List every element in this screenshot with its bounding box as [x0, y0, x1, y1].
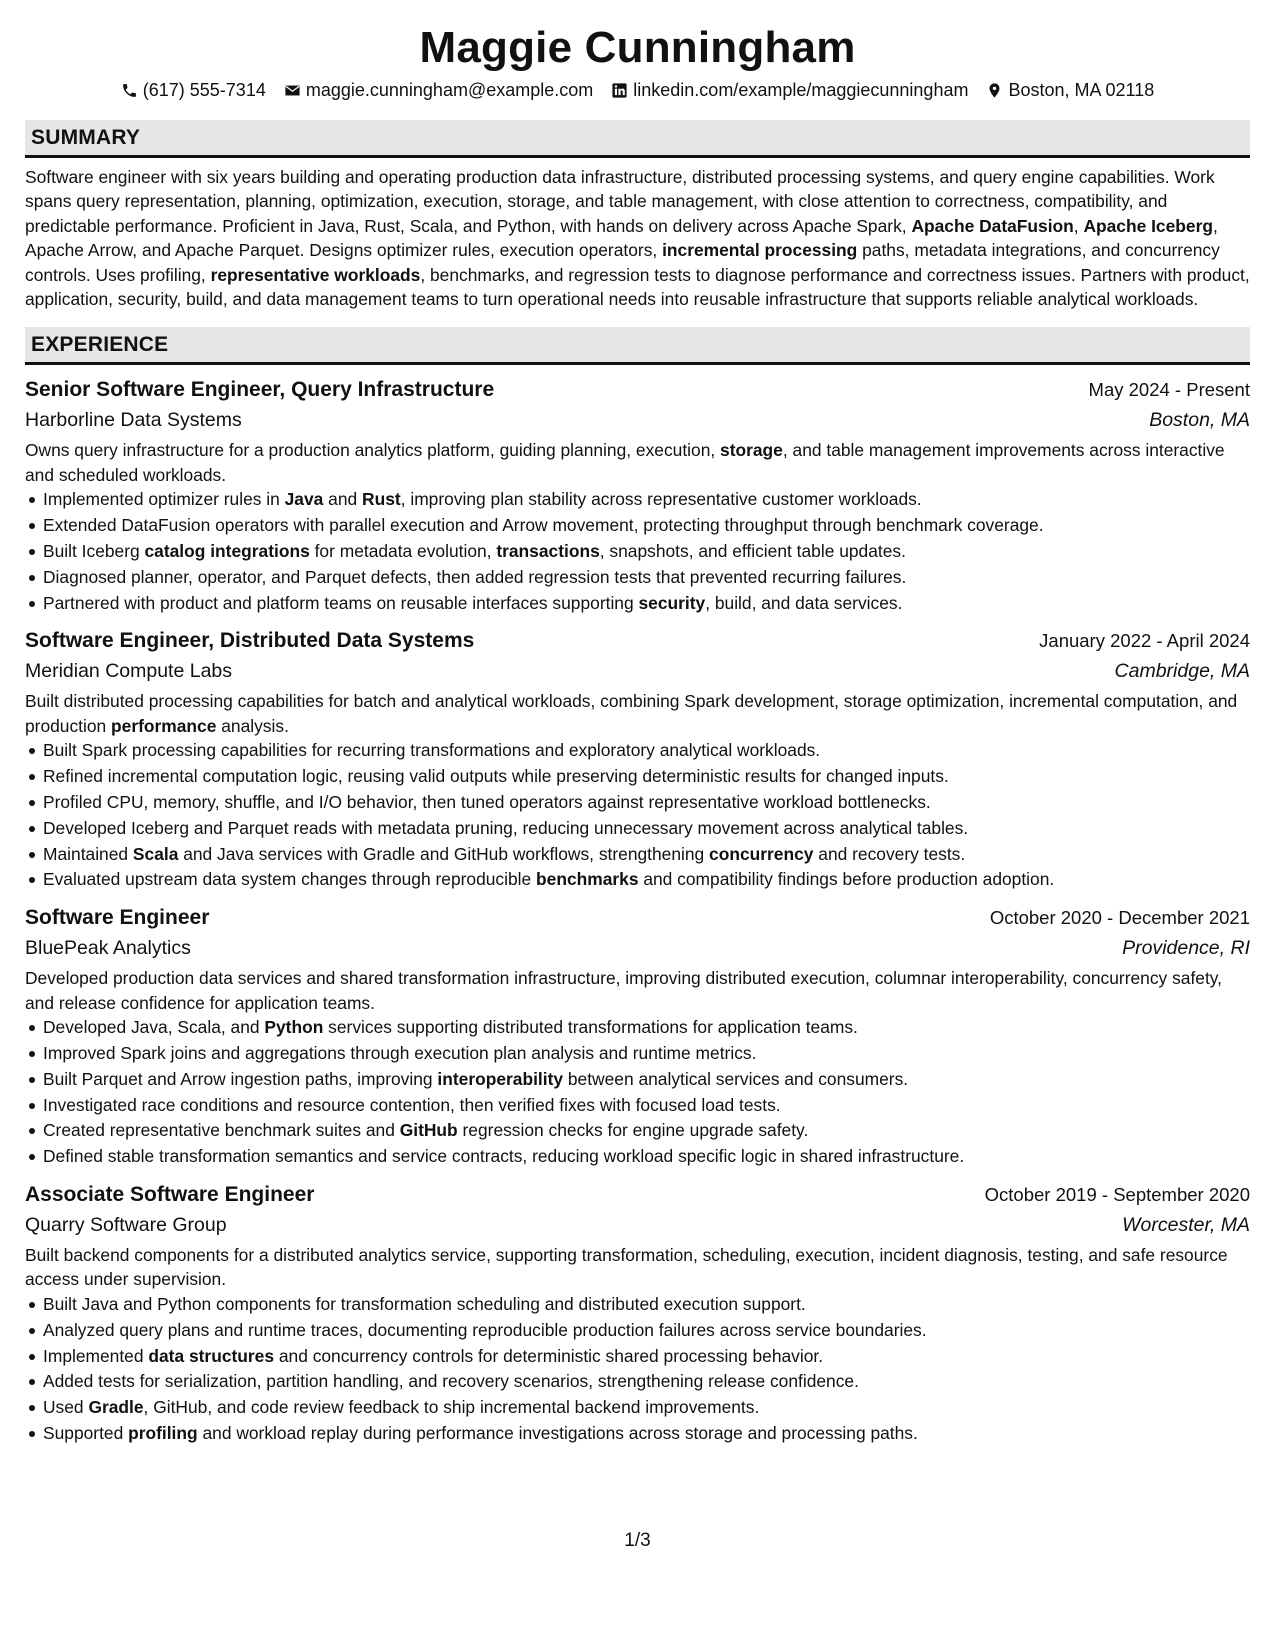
text-segment: , snapshots, and efficient table updates. — [599, 541, 906, 562]
job-company: Quarry Software Group — [25, 1213, 227, 1236]
bullet-item — [25, 1118, 1250, 1144]
text-segment: , — [1073, 215, 1084, 236]
bullet-item — [25, 1041, 1250, 1067]
text-segment: between analytical services and consumers. — [563, 1068, 909, 1089]
job-dates: October 2020 - December 2021 — [989, 907, 1250, 929]
bullet-item — [25, 816, 1250, 842]
text-segment: , benchmarks, and regression tests to diagnose performance and correctness issues. Partners with product, application, security, build, and data management teams to turn operational needs into reusable infrastructure that supports reliable analytical workloads. — [25, 264, 1250, 310]
bold-keyword: storage — [720, 440, 783, 461]
text-segment: Diagnosed planner, operator, and Parquet defects, then added regression tests that prevented recurring failures. — [43, 566, 907, 587]
text-segment: Implemented — [43, 1345, 149, 1366]
bold-keyword: Gradle — [88, 1397, 144, 1418]
bold-keyword: GitHub — [399, 1120, 458, 1141]
text-segment: , Apache Arrow, and Apache Parquet. Designs optimizer rules, execution operators, — [25, 215, 1218, 261]
bullet-item — [25, 1292, 1250, 1318]
text-segment: Created representative benchmark suites and — [43, 1120, 400, 1141]
bullet-item — [25, 764, 1250, 790]
bold-keyword: incremental processing — [662, 240, 858, 261]
text-segment: Developed Java, Scala, and — [43, 1017, 265, 1038]
bold-keyword: Python — [264, 1017, 324, 1038]
text-segment: Built Iceberg — [43, 541, 145, 562]
job-title: Associate Software Engineer — [25, 1182, 315, 1206]
bullet-item — [25, 565, 1250, 591]
text-segment: and recovery tests. — [813, 843, 966, 864]
bullet-item — [25, 1395, 1250, 1421]
phone-number: (617) 555-7314 — [142, 80, 266, 100]
text-segment: regression checks for engine upgrade safety. — [457, 1120, 809, 1141]
job-description — [25, 966, 1250, 1015]
job-entry — [25, 903, 1250, 1170]
job-title: Software Engineer — [25, 906, 210, 930]
bullet-item — [25, 867, 1250, 893]
text-segment: Built distributed processing capabilities for batch and analytical workloads, combining Spark development, storage optimization, incremental computation, and production — [25, 691, 1238, 736]
text-segment: and Java services with Gradle and GitHub workflows, strengthening — [178, 843, 710, 864]
experience-heading: EXPERIENCE — [25, 327, 1250, 365]
bold-keyword: Scala — [132, 843, 179, 864]
bullet-item — [25, 1421, 1250, 1447]
resume-page — [25, 22, 1250, 1447]
bold-keyword: interoperability — [437, 1068, 564, 1089]
bullet-item — [25, 738, 1250, 764]
job-bullets — [25, 1015, 1250, 1170]
job-description — [25, 1243, 1250, 1292]
job-bullets — [25, 1292, 1250, 1447]
bullet-item — [25, 591, 1250, 617]
text-segment: and workload replay during performance investigations across storage and processing paths. — [197, 1422, 918, 1443]
text-segment: and concurrency controls for deterministic shared processing behavior. — [274, 1345, 824, 1366]
text-segment: for metadata evolution, — [309, 541, 497, 562]
job-entry — [25, 375, 1250, 616]
job-entry — [25, 1180, 1250, 1447]
bullet-item — [25, 1144, 1250, 1170]
map-pin-icon — [986, 82, 1003, 99]
text-segment: analysis. — [216, 715, 289, 736]
job-company: Meridian Compute Labs — [25, 660, 233, 683]
text-segment: , build, and data services. — [705, 592, 903, 613]
job-dates: October 2019 - September 2020 — [984, 1183, 1250, 1205]
bullet-item — [25, 1318, 1250, 1344]
text-segment: Analyzed query plans and runtime traces, documenting reproducible production failures across service boundaries. — [43, 1319, 927, 1340]
contact-linkedin[interactable] — [611, 78, 968, 102]
bold-keyword: concurrency — [709, 843, 814, 864]
job-entry — [25, 626, 1250, 893]
text-segment: Built Parquet and Arrow ingestion paths, improving — [43, 1068, 438, 1089]
job-location: Providence, RI — [1122, 937, 1250, 960]
text-segment: Partnered with product and platform teams on reusable interfaces supporting — [43, 592, 639, 613]
linkedin-url[interactable]: linkedin.com/example/maggiecunningham — [633, 80, 969, 100]
job-company: BluePeak Analytics — [25, 937, 191, 960]
text-segment: Extended DataFusion operators with parallel execution and Arrow movement, protecting throughput through benchmark coverage. — [43, 515, 1044, 536]
email-address[interactable]: maggie.cunningham@example.com — [305, 80, 594, 100]
text-segment: Software engineer with six years building and operating production data infrastructure, distributed processing systems, and query engine capabilities. Work spans query representation, planning, optimization, execution, storage, and table management, with close attention to correctness, compatibility, and predictable performance. Proficient in Java, Rust, Scala, and Python, with hands on delivery across Apache Spark, — [25, 167, 1215, 236]
job-description — [25, 689, 1250, 738]
job-dates: May 2024 - Present — [1088, 379, 1250, 401]
text-segment: Used — [43, 1397, 89, 1418]
job-company: Harborline Data Systems — [25, 409, 242, 432]
text-segment: and — [323, 489, 363, 510]
text-segment: Defined stable transformation semantics and service contracts, reducing workload specific logic in shared infrastructure. — [43, 1146, 965, 1167]
job-title: Software Engineer, Distributed Data Systems — [25, 629, 475, 653]
text-segment: Profiled CPU, memory, shuffle, and I/O behavior, then tuned operators against representative workload bottlenecks. — [43, 792, 931, 813]
bullet-item — [25, 539, 1250, 565]
summary-section — [25, 120, 1250, 311]
job-location: Cambridge, MA — [1114, 660, 1250, 683]
text-segment: Maintained — [43, 843, 133, 864]
bullet-item — [25, 513, 1250, 539]
text-segment: , GitHub, and code review feedback to ship incremental backend improvements. — [143, 1397, 760, 1418]
text-segment: Owns query infrastructure for a production analytics platform, guiding planning, execution, — [25, 440, 721, 461]
phone-icon — [121, 82, 138, 99]
bold-keyword: security — [638, 592, 706, 613]
bullet-item — [25, 487, 1250, 513]
text-segment: paths, metadata integrations, and concurrency controls. Uses profiling, — [25, 240, 1220, 285]
contact-phone — [121, 78, 266, 102]
bold-keyword: profiling — [128, 1422, 198, 1443]
envelope-icon — [284, 82, 301, 99]
text-segment: Added tests for serialization, partition handling, and recovery scenarios, strengthening release confidence. — [43, 1371, 859, 1392]
text-segment: Developed Iceberg and Parquet reads with metadata pruning, reducing unnecessary movement across analytical tables. — [43, 817, 969, 838]
job-location: Boston, MA — [1149, 409, 1250, 432]
text-segment: Supported — [43, 1422, 129, 1443]
bullet-item — [25, 1369, 1250, 1395]
bullet-item — [25, 1344, 1250, 1370]
bold-keyword: representative workloads — [210, 264, 421, 285]
location-text: Boston, MA 02118 — [1008, 80, 1155, 100]
text-segment: Developed production data services and shared transformation infrastructure, improving distributed execution, columnar interoperability, concurrency safety, and release confidence for application teams. — [25, 968, 1223, 1013]
text-segment: , and table management improvements across interactive and scheduled workloads. — [25, 440, 1225, 485]
text-segment: Evaluated upstream data system changes through reproducible — [43, 869, 537, 890]
text-segment: Built Java and Python components for transformation scheduling and distributed execution support. — [43, 1293, 806, 1314]
experience-section — [25, 327, 1250, 1446]
text-segment: Built backend components for a distributed analytics service, supporting transformation, scheduling, execution, incident diagnosis, testing, and safe resource access under supervision. — [25, 1244, 1228, 1290]
contact-email[interactable] — [284, 78, 593, 102]
bullet-item — [25, 790, 1250, 816]
bullet-item — [25, 1015, 1250, 1041]
text-segment: Investigated race conditions and resource contention, then verified fixes with focused load tests. — [43, 1094, 781, 1115]
page-number: 1/3 — [624, 1530, 651, 1551]
bullet-item — [25, 842, 1250, 868]
candidate-name: Maggie Cunningham — [419, 23, 856, 72]
bold-keyword: Rust — [362, 489, 401, 510]
bold-keyword: Apache Iceberg — [1083, 215, 1213, 236]
job-bullets — [25, 487, 1250, 616]
contact-location — [986, 78, 1154, 102]
job-bullets — [25, 738, 1250, 893]
job-dates: January 2022 - April 2024 — [1039, 630, 1250, 652]
text-segment: Refined incremental computation logic, reusing valid outputs while preserving deterministic results for changed inputs. — [43, 766, 949, 787]
bullet-item — [25, 1093, 1250, 1119]
summary-text — [25, 165, 1250, 311]
text-segment: and compatibility findings before production adoption. — [638, 869, 1055, 890]
bold-keyword: data structures — [148, 1345, 275, 1366]
bold-keyword: Apache DataFusion — [911, 215, 1074, 236]
bullet-item — [25, 1067, 1250, 1093]
text-segment: Improved Spark joins and aggregations through execution plan analysis and runtime metrics. — [43, 1043, 757, 1063]
linkedin-icon — [611, 82, 628, 99]
job-description — [25, 438, 1250, 487]
bold-keyword: catalog integrations — [144, 541, 310, 562]
text-segment: , improving plan stability across representative customer workloads. — [400, 489, 922, 510]
job-title: Senior Software Engineer, Query Infrastructure — [25, 378, 495, 402]
summary-heading: SUMMARY — [25, 120, 1250, 158]
bold-keyword: transactions — [496, 541, 600, 562]
bold-keyword: benchmarks — [536, 869, 639, 890]
text-segment: Built Spark processing capabilities for recurring transformations and exploratory analytical workloads. — [43, 740, 821, 761]
bold-keyword: performance — [111, 715, 217, 736]
text-segment: Implemented optimizer rules in — [43, 489, 285, 510]
text-segment: services supporting distributed transformations for application teams. — [323, 1017, 858, 1038]
job-location: Worcester, MA — [1122, 1213, 1250, 1236]
contact-bar — [25, 78, 1250, 102]
bold-keyword: Java — [284, 489, 324, 510]
